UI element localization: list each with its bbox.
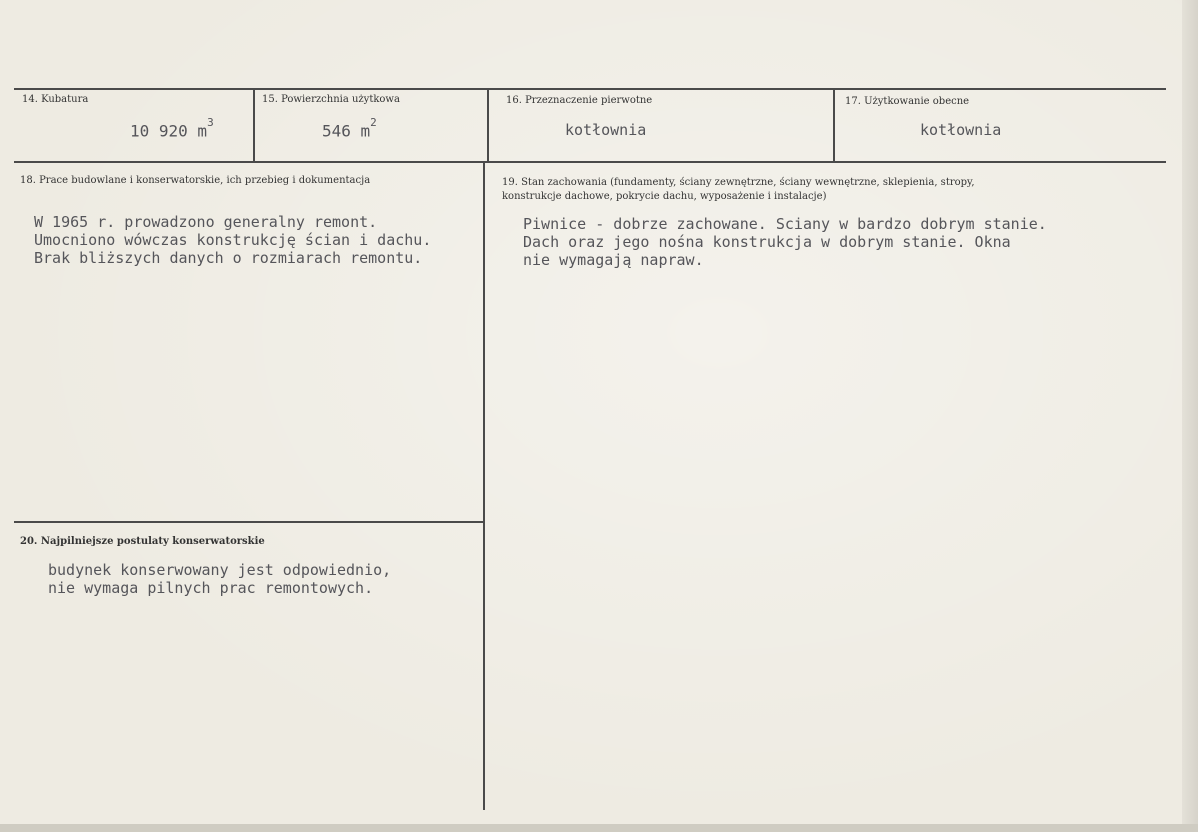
divider-16-17	[833, 88, 835, 161]
kubatura-value: 10 920 $m^3$	[130, 116, 214, 141]
prace-line: Brak bliższych danych o rozmiarach remontu.	[34, 249, 423, 267]
uzytkowanie-label: 17. Użytkowanie obecne	[845, 96, 970, 107]
stan-line: Dach oraz jego nośna konstrukcja w dobrym stanie. Okna	[523, 233, 1011, 251]
stan-zachowania-label-1: 19. Stan zachowania (fundamenty, ściany zewnętrzne, ściany wewnętrzne, sklepienia, stropy,	[502, 177, 975, 188]
card-edge-right	[1182, 0, 1198, 832]
przeznaczenie-value: kotłownia	[565, 121, 647, 139]
middle-rule	[14, 161, 1166, 163]
prace-label: 18. Prace budowlane i konserwatorskie, ich przebieg i dokumentacja	[20, 175, 371, 186]
kubatura-label: 14. Kubatura	[22, 94, 89, 105]
section-20-rule	[14, 521, 484, 523]
divider-15-16	[487, 88, 489, 161]
przeznaczenie-label: 16. Przeznaczenie pierwotne	[506, 95, 653, 106]
prace-line: Umocniono wówczas konstrukcję ścian i dachu.	[34, 231, 432, 249]
top-rule	[14, 88, 1166, 90]
postulaty-line: nie wymaga pilnych prac remontowych.	[48, 579, 374, 597]
postulaty-label: 20. Najpilniejsze postulaty konserwatorskie	[20, 536, 265, 547]
prace-line: W 1965 r. prowadzono generalny remont.	[34, 213, 378, 231]
uzytkowanie-value: kotłownia	[920, 121, 1002, 139]
powierzchnia-value: 546 $m^2$	[322, 116, 377, 141]
card-edge-bottom	[0, 824, 1198, 832]
powierzchnia-label: 15. Powierzchnia użytkowa	[262, 94, 400, 105]
stan-line: nie wymagają napraw.	[523, 251, 704, 269]
stan-line: Piwnice - dobrze zachowane. Sciany w bardzo dobrym stanie.	[523, 215, 1047, 233]
postulaty-line: budynek konserwowany jest odpowiednio,	[48, 561, 392, 579]
divider-left-right	[483, 161, 485, 810]
stan-zachowania-label-2: konstrukcje dachowe, pokrycie dachu, wyposażenie i instalacje)	[502, 191, 827, 202]
divider-14-15	[253, 88, 255, 161]
